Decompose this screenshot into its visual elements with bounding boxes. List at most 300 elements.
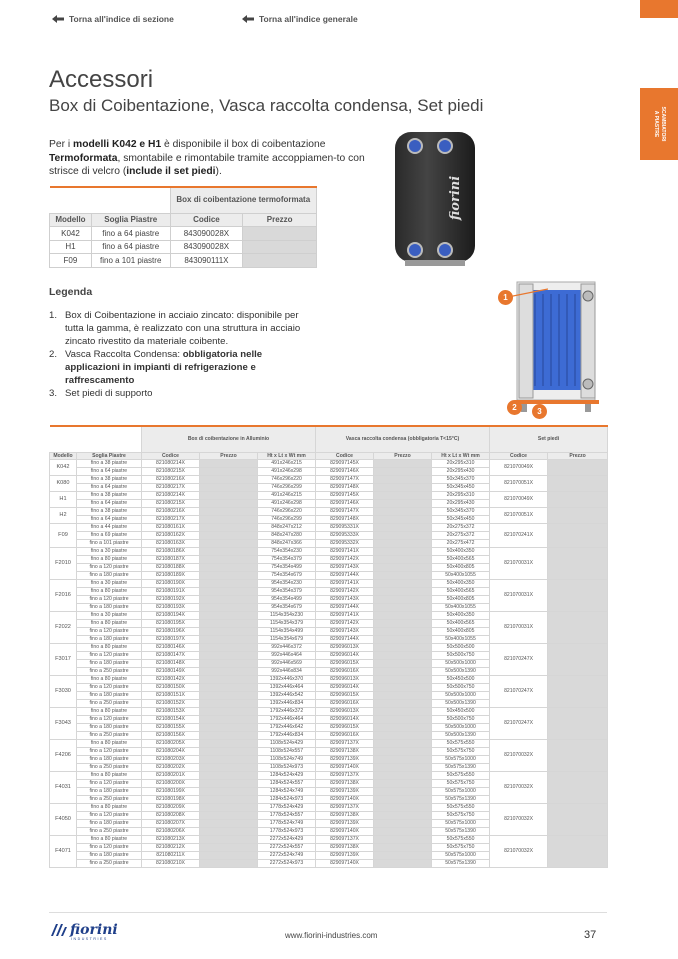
cell-tray-price [374, 860, 432, 868]
cell-box-dims: 1154x354x499 [258, 628, 316, 636]
cell-tray-price [374, 628, 432, 636]
cell-tray-code: 829096014X [316, 716, 374, 724]
cell-tray-price [374, 652, 432, 660]
cell-box-price [200, 588, 258, 596]
cell-box-price [200, 740, 258, 748]
cell-tray-code: 829097139X [316, 820, 374, 828]
legend-number: 2. [49, 349, 58, 360]
cell-tray-dims: 50x575x1000 [432, 756, 490, 764]
cell-tray-code: 829097141X [316, 612, 374, 620]
cell-model: H1 [50, 492, 77, 508]
cell-box-dims: 491x246x215 [258, 492, 316, 500]
cell-model: K042 [50, 227, 92, 241]
cell-box-price [200, 724, 258, 732]
cell-plates: fino a 69 piastre [77, 532, 142, 540]
cell-tray-code: 829097139X [316, 756, 374, 764]
cell-box-dims: 992x446x372 [258, 644, 316, 652]
cell-box-price [200, 556, 258, 564]
cell-tray-price [374, 588, 432, 596]
cell-tray-code: 829097140X [316, 828, 374, 836]
cell-tray-price [374, 796, 432, 804]
cell-tray-code: 829097138X [316, 780, 374, 788]
cell-box-code: 821080154X [142, 716, 200, 724]
cell-tray-dims: 50x500x500 [432, 644, 490, 652]
cell-tray-code: 829096014X [316, 652, 374, 660]
table-row [50, 492, 608, 500]
cell-tray-price [374, 684, 432, 692]
cell-tray-dims: 50x500x1000 [432, 692, 490, 700]
cell-tray-dims: 50x500x1000 [432, 724, 490, 732]
cell-tray-dims: 50x575x750 [432, 780, 490, 788]
cell-tray-dims: 20x295x430 [432, 500, 490, 508]
cell-tray-dims: 50x575x750 [432, 844, 490, 852]
legend-text-bold: obbligatoria nelle applicazioni in impianti di refrigerazione e raffrescamento [65, 349, 263, 386]
table-row [50, 804, 608, 812]
cell-box-price [200, 516, 258, 524]
cell-feet-price [548, 644, 608, 676]
col-header: Ht x Lt x Wt mm [258, 452, 316, 460]
cell-tray-code: 829097147X [316, 508, 374, 516]
cell-tray-dims: 50x575x1390 [432, 764, 490, 772]
cell-tray-code: 829097140X [316, 796, 374, 804]
cell-feet-code: 821070032X [490, 740, 548, 772]
table-row [50, 240, 317, 254]
cell-feet-price [548, 708, 608, 740]
intro-bold-2: Termoformata [49, 152, 118, 164]
group-header: Vasca raccolta condensa (obbligatoria T<15°C) [316, 426, 490, 452]
cell-tray-dims: 50x575x550 [432, 804, 490, 812]
cell-tray-dims: 50x400x565 [432, 556, 490, 564]
cell-box-code: 821080217X [142, 516, 200, 524]
intro-bold-3: include il set piedi [126, 166, 216, 178]
cell-box-dims: 954x354x499 [258, 596, 316, 604]
footer-divider [49, 912, 607, 913]
cell-tray-price [374, 532, 432, 540]
cell-box-code: 821080155X [142, 724, 200, 732]
cell-tray-code: 829097143X [316, 596, 374, 604]
cell-plates: fino a 80 piastre [77, 772, 142, 780]
cell-box-price [200, 764, 258, 772]
cell-tray-price [374, 564, 432, 572]
cell-tray-dims: 50x575x1000 [432, 820, 490, 828]
cell-box-dims: 746x296x220 [258, 476, 316, 484]
cell-feet-price [548, 836, 608, 868]
thermoformed-box-table [49, 186, 317, 268]
cell-box-price [200, 484, 258, 492]
cell-box-dims: 491x246x215 [258, 460, 316, 468]
cell-tray-code: 829097144X [316, 604, 374, 612]
cell-box-code: 821080142X [142, 676, 200, 684]
cell-box-code: 821080216X [142, 476, 200, 484]
back-arrow-icon [52, 15, 64, 23]
cell-tray-dims: 50x575x1000 [432, 852, 490, 860]
intro-text-3: , smontabile e rimontabile tramite accoppiamen-to con strisce di velcro ( [49, 152, 365, 178]
cell-tray-price [374, 748, 432, 756]
cell-box-price [200, 508, 258, 516]
cell-box-price [200, 708, 258, 716]
cell-box-code: 821080151X [142, 692, 200, 700]
back-arrow-icon [242, 15, 254, 23]
cell-box-dims: 992x446x569 [258, 660, 316, 668]
page-subtitle: Box di Coibentazione, Vasca raccolta condensa, Set piedi [49, 96, 484, 115]
cell-plates: fino a 38 piastre [77, 476, 142, 484]
col-header: Prezzo [243, 213, 317, 227]
table-spacer [50, 426, 142, 452]
cell-code: 843090028X [170, 227, 243, 241]
cell-plates: fino a 180 piastre [77, 660, 142, 668]
cell-box-code: 821080201X [142, 772, 200, 780]
cell-model: H1 [50, 240, 92, 254]
footer-logo-sub: INDUSTRIES [71, 937, 108, 941]
callout-1: 1 [498, 290, 513, 305]
cell-tray-price [374, 756, 432, 764]
cell-box-dims: 1778x524x749 [258, 820, 316, 828]
cell-box-price [200, 644, 258, 652]
cell-tray-dims: 50x400x350 [432, 548, 490, 556]
cell-model: F4031 [50, 772, 77, 804]
cell-tray-price [374, 516, 432, 524]
cell-box-price [200, 652, 258, 660]
cell-tray-code: 829096015X [316, 660, 374, 668]
cell-tray-price [374, 604, 432, 612]
cell-model: F3043 [50, 708, 77, 740]
cell-box-code: 821080148X [142, 660, 200, 668]
cell-box-price [200, 836, 258, 844]
cell-box-price [200, 524, 258, 532]
cell-box-price [200, 748, 258, 756]
cell-tray-dims: 50x575x1390 [432, 828, 490, 836]
cell-feet-code: 821070049X [490, 492, 548, 508]
cell-model: F4050 [50, 804, 77, 836]
cell-box-dims: 1108x524x749 [258, 756, 316, 764]
cell-tray-dims: 50x575x550 [432, 836, 490, 844]
cell-plates: fino a 180 piastre [77, 572, 142, 580]
cell-tray-dims: 50x400x1055 [432, 572, 490, 580]
cell-plates: fino a 180 piastre [77, 724, 142, 732]
cell-tray-price [374, 676, 432, 684]
cell-box-code: 821080214X [142, 492, 200, 500]
cell-plates: fino a 80 piastre [77, 620, 142, 628]
cell-plates: fino a 250 piastre [77, 828, 142, 836]
intro-bold-1: modelli K042 e H1 [73, 139, 162, 150]
group-header: Set piedi [490, 426, 608, 452]
cell-tray-code: 829097137X [316, 772, 374, 780]
intro-text-4: ). [215, 166, 222, 178]
cell-box-dims: 754x354x230 [258, 548, 316, 556]
cell-box-price [200, 820, 258, 828]
cell-tray-code: 829096013X [316, 676, 374, 684]
cell-feet-code: 821070031X [490, 548, 548, 580]
cell-box-code: 821080215X [142, 468, 200, 476]
table-spacer [50, 187, 171, 213]
table-row [50, 254, 317, 268]
cell-tray-dims: 20x295x310 [432, 492, 490, 500]
cell-tray-price [374, 700, 432, 708]
cell-box-price [200, 572, 258, 580]
cell-box-dims: 491x246x298 [258, 500, 316, 508]
cell-plates: fino a 64 piastre [77, 500, 142, 508]
cell-tray-price [374, 788, 432, 796]
footer-logo[interactable] [49, 922, 118, 941]
cell-box-price [200, 700, 258, 708]
cell-tray-dims: 20x275x372 [432, 524, 490, 532]
cell-box-code: 821080195X [142, 620, 200, 628]
cell-tray-price [374, 620, 432, 628]
cell-tray-dims: 50x400x350 [432, 580, 490, 588]
table-row [50, 227, 317, 241]
cell-tray-price [374, 596, 432, 604]
cell-model: F2010 [50, 548, 77, 580]
cell-tray-price [374, 852, 432, 860]
table-row [50, 708, 608, 716]
cell-tray-price [374, 804, 432, 812]
cell-box-price [200, 532, 258, 540]
cell-tray-dims: 50x575x1390 [432, 796, 490, 804]
col-header: Ht x Lt x Wt mm [432, 452, 490, 460]
cell-box-code: 821080211X [142, 852, 200, 860]
cell-box-dims: 848x247x280 [258, 532, 316, 540]
cell-box-code: 821080153X [142, 708, 200, 716]
cell-feet-code: 821070247X [490, 676, 548, 708]
cell-plates: fino a 30 piastre [77, 580, 142, 588]
cell-plates: fino a 80 piastre [77, 708, 142, 716]
cell-plates: fino a 80 piastre [77, 836, 142, 844]
table-row [50, 740, 608, 748]
legend-text-plain: Set piedi di supporto [65, 388, 153, 399]
cell-box-code: 821080192X [142, 596, 200, 604]
cell-box-dims: 1392x446x370 [258, 676, 316, 684]
cell-tray-dims: 20x275x472 [432, 540, 490, 548]
cell-tray-code: 829097138X [316, 748, 374, 756]
cell-box-code: 821080216X [142, 508, 200, 516]
cell-plates: fino a 80 piastre [77, 588, 142, 596]
cell-feet-code: 821070032X [490, 804, 548, 836]
cell-plates: fino a 80 piastre [77, 740, 142, 748]
cell-tray-code: 829097139X [316, 852, 374, 860]
cell-box-code: 821080194X [142, 612, 200, 620]
cell-box-price [200, 548, 258, 556]
cell-plates: fino a 120 piastre [77, 716, 142, 724]
cell-plates: fino a 64 piastre [77, 468, 142, 476]
col-header: Codice [316, 452, 374, 460]
legend-text-plain: Box di Coibentazione in acciaio zincato: disponibile per tutta la gamma, è realizzato con una struttura in acciaio zincato rivestito da materiale coibente. [65, 310, 301, 347]
cell-box-price [200, 612, 258, 620]
intro-paragraph [49, 138, 384, 179]
cell-plates: fino a 80 piastre [77, 676, 142, 684]
cell-tray-code: 829097148X [316, 484, 374, 492]
cell-box-price [200, 860, 258, 868]
cell-tray-dims: 50x500x750 [432, 652, 490, 660]
cell-box-dims: 1284x524x973 [258, 796, 316, 804]
footer-logo-word: fiorini [70, 922, 118, 938]
cell-model: F09 [50, 524, 77, 548]
cell-tray-code: 829097137X [316, 836, 374, 844]
table-row [50, 580, 608, 588]
cell-plates: fino a 180 piastre [77, 692, 142, 700]
cell-model: H2 [50, 508, 77, 524]
cell-tray-price [374, 484, 432, 492]
legend-number: 1. [49, 310, 58, 321]
legend-item [49, 348, 304, 387]
cell-feet-code: 821070031X [490, 580, 548, 612]
cell-tray-price [374, 692, 432, 700]
intro-text-1: Per i [49, 139, 74, 150]
cell-box-price [200, 628, 258, 636]
cell-model: F4206 [50, 740, 77, 772]
col-header: Prezzo [548, 452, 608, 460]
cell-box-dims: 1154x354x230 [258, 612, 316, 620]
cell-box-price [200, 844, 258, 852]
cell-box-dims: 1392x446x834 [258, 700, 316, 708]
cell-tray-dims: 50x345x450 [432, 516, 490, 524]
cell-feet-price [548, 740, 608, 772]
cell-box-dims: 992x446x834 [258, 668, 316, 676]
section-side-tab[interactable] [640, 88, 678, 160]
back-to-section-link[interactable] [52, 14, 174, 24]
cell-tray-code: 829096013X [316, 644, 374, 652]
cell-tray-dims: 50x500x1000 [432, 660, 490, 668]
cell-tray-code: 829097138X [316, 844, 374, 852]
cell-tray-price [374, 764, 432, 772]
cell-tray-dims: 50x500x750 [432, 684, 490, 692]
side-tab-top [640, 0, 678, 18]
cell-box-code: 821080214X [142, 460, 200, 468]
cell-tray-code: 829097142X [316, 588, 374, 596]
cell-tray-dims: 50x345x370 [432, 476, 490, 484]
cell-box-price [200, 620, 258, 628]
cell-tray-code: 829095333X [316, 532, 374, 540]
cell-tray-code: 829097148X [316, 516, 374, 524]
cell-tray-price [374, 500, 432, 508]
cell-tray-price [374, 572, 432, 580]
page-number: 37 [584, 929, 597, 941]
cell-plates: fino a 80 piastre [77, 556, 142, 564]
cell-plates: fino a 120 piastre [77, 684, 142, 692]
cell-plates: fino a 80 piastre [77, 644, 142, 652]
callout-leader-1 [508, 285, 548, 305]
cell-model: F2016 [50, 580, 77, 612]
cell-plates: fino a 80 piastre [77, 804, 142, 812]
cell-tray-price [374, 660, 432, 668]
cell-plates: fino a 180 piastre [77, 788, 142, 796]
table-row [50, 676, 608, 684]
table-row [50, 508, 608, 516]
cell-plates: fino a 250 piastre [77, 668, 142, 676]
cell-box-code: 821080210X [142, 860, 200, 868]
cell-box-dims: 1778x524x973 [258, 828, 316, 836]
cell-tray-dims: 50x450x500 [432, 676, 490, 684]
cell-feet-price [548, 476, 608, 492]
table-row [50, 644, 608, 652]
cell-box-price [200, 732, 258, 740]
cell-plates: fino a 120 piastre [77, 780, 142, 788]
cell-tray-dims: 50x400x1055 [432, 636, 490, 644]
cell-box-dims: 1792x446x464 [258, 716, 316, 724]
cell-tray-dims: 50x400x805 [432, 628, 490, 636]
cell-box-price [200, 580, 258, 588]
cell-tray-code: 829097138X [316, 812, 374, 820]
fiorini-logo-icon [49, 922, 67, 938]
cell-tray-dims: 50x345x450 [432, 484, 490, 492]
cell-box-dims: 1792x446x372 [258, 708, 316, 716]
table-row [50, 524, 608, 532]
cell-tray-dims: 50x575x550 [432, 772, 490, 780]
cell-box-price [200, 564, 258, 572]
cell-feet-code: 821070032X [490, 772, 548, 804]
cell-feet-code: 821070049X [490, 460, 548, 476]
cell-plates: fino a 120 piastre [77, 812, 142, 820]
cell-tray-price [374, 708, 432, 716]
cell-code: 843090028X [170, 240, 243, 254]
cell-tray-code: 829096016X [316, 668, 374, 676]
cell-box-price [200, 460, 258, 468]
col-header: Codice [170, 213, 243, 227]
cell-tray-code: 829097137X [316, 804, 374, 812]
cell-plates: fino a 250 piastre [77, 700, 142, 708]
cell-plates: fino a 120 piastre [77, 844, 142, 852]
cell-box-dims: 1284x524x749 [258, 788, 316, 796]
cell-box-price [200, 828, 258, 836]
cell-box-code: 821080162X [142, 532, 200, 540]
cell-tray-code: 829097146X [316, 500, 374, 508]
footer-url[interactable]: www.fiorini-industries.com [285, 931, 378, 940]
back-to-index-link[interactable] [242, 14, 358, 24]
legend-title: Legenda [49, 286, 93, 298]
cell-tray-dims: 50x400x565 [432, 620, 490, 628]
cell-box-code: 821080163X [142, 540, 200, 548]
cell-feet-price [548, 524, 608, 548]
cell-box-code: 821080186X [142, 548, 200, 556]
cell-plates: fino a 38 piastre [77, 492, 142, 500]
cell-tray-price [374, 468, 432, 476]
table-row [50, 548, 608, 556]
cell-plates: fino a 44 piastre [77, 524, 142, 532]
cell-tray-price [374, 732, 432, 740]
legend-text [65, 348, 304, 387]
cell-tray-code: 829097144X [316, 636, 374, 644]
cell-tray-dims: 50x400x1055 [432, 604, 490, 612]
cell-box-code: 821080193X [142, 604, 200, 612]
cell-tray-price [374, 556, 432, 564]
cell-tray-price [374, 812, 432, 820]
col-header: Prezzo [200, 452, 258, 460]
cell-box-code: 821080203X [142, 756, 200, 764]
legend-text-plain: Vasca Raccolta Condensa: [65, 349, 183, 360]
cell-tray-code: 829096016X [316, 732, 374, 740]
cell-tray-dims: 50x575x550 [432, 740, 490, 748]
cell-plates: fino a 250 piastre [77, 764, 142, 772]
cell-box-dims: 1392x446x542 [258, 692, 316, 700]
section-side-tab-label: SCAMBIATORI A PIASTRE [653, 106, 666, 142]
cell-plates: fino a 180 piastre [77, 636, 142, 644]
thermoformed-box-photo [389, 128, 481, 273]
cell-code: 843090111X [170, 254, 243, 268]
cell-box-dims: 2272x524x973 [258, 860, 316, 868]
cell-tray-dims: 50x345x370 [432, 508, 490, 516]
cell-tray-price [374, 828, 432, 836]
cell-plates: fino a 38 piastre [77, 508, 142, 516]
back-to-section-label: Torna all'indice di sezione [69, 14, 174, 24]
cell-tray-dims: 50x400x350 [432, 612, 490, 620]
cell-box-price [200, 796, 258, 804]
cell-box-dims: 2272x524x557 [258, 844, 316, 852]
cell-tray-code: 829097141X [316, 548, 374, 556]
cell-tray-code: 829097139X [316, 788, 374, 796]
cell-tray-code: 829097144X [316, 572, 374, 580]
group-header: Box di coibentazione in Alluminio [142, 426, 316, 452]
cell-feet-price [548, 772, 608, 804]
col-header: Modello [50, 452, 77, 460]
